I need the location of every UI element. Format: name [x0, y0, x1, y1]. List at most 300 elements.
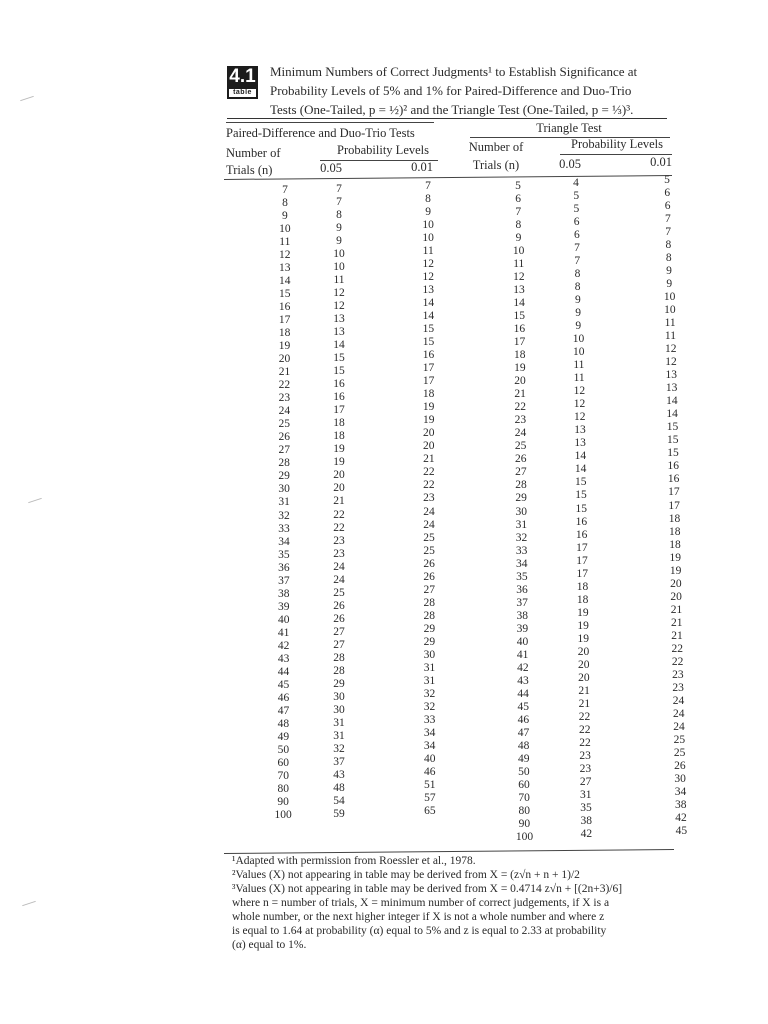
pd-trials-cell: 8	[282, 197, 288, 210]
tri-p01-cell: 24	[673, 720, 685, 733]
pd-p01-cell: 27	[423, 583, 435, 596]
pd-trials-cell: 12	[279, 249, 291, 262]
tri-p05-cell: 12	[573, 411, 586, 424]
tri-p05-cell: 20	[577, 645, 590, 658]
tri-p01-cell: 34	[674, 785, 687, 798]
pd-p05-cell: 43	[333, 768, 345, 781]
tri-p01-cell: 22	[671, 642, 684, 655]
pd-trials-label: Trials (n)	[226, 163, 273, 177]
tri-p05-cell: 5	[573, 190, 580, 203]
pd-p05-cell: 14	[333, 339, 345, 352]
pd-trials-cell: 50	[277, 743, 290, 756]
pd-trials-cell: 36	[278, 561, 290, 574]
table-title-line-2: Probability Levels of 5% and 1% for Paired-Difference and Duo-Trio	[270, 83, 632, 98]
header-bottom-rule	[224, 175, 672, 180]
tri-p05-cell: 7	[574, 255, 581, 268]
pd-p01-cell: 7	[425, 180, 431, 192]
tri-p01-cell: 10	[663, 291, 676, 304]
tri-trials-cell: 100	[515, 831, 534, 843]
scan-speck	[28, 498, 42, 503]
tri-p05-cell: 21	[578, 684, 590, 697]
triangle-group-header: Triangle Test	[536, 121, 602, 135]
tri-p01-cell: 25	[673, 733, 686, 746]
tri-trials-cell: 16	[513, 323, 526, 336]
pd-p05-cell: 31	[333, 729, 345, 742]
pd-p05-cell: 48	[333, 781, 345, 794]
tri-trials-cell: 28	[515, 479, 527, 492]
tri-p01-cell: 13	[665, 382, 678, 395]
pd-trials-cell: 11	[279, 236, 291, 249]
tri-trials-cell: 31	[515, 518, 528, 531]
pd-trials-cell: 80	[277, 782, 289, 795]
tri-p05-cell: 6	[573, 216, 580, 229]
tri-trials-cell: 90	[518, 817, 531, 830]
pd-trials-cell: 33	[278, 522, 290, 535]
pd-p01-cell: 21	[423, 453, 435, 466]
pd-trials-cell: 13	[279, 262, 291, 275]
pd-trials-cell: 38	[278, 587, 290, 600]
footnote-3-line-4: is equal to 1.64 at probability (α) equal to 5% and z is equal to 2.33 at probability	[232, 925, 607, 937]
pd-p01-cell: 32	[423, 700, 436, 713]
pd-p01-label: 0.01	[411, 160, 433, 174]
pd-p01-cell: 19	[422, 401, 435, 414]
pd-p01-cell: 13	[422, 284, 435, 297]
tri-p05-cell: 15	[575, 502, 587, 515]
tri-p01-cell: 20	[670, 577, 682, 590]
tri-p05-cell: 14	[574, 463, 587, 476]
table-bottom-rule	[224, 849, 674, 854]
badge-label: table	[229, 89, 256, 97]
pd-p01-cell: 57	[424, 791, 436, 804]
tri-p05-cell: 22	[579, 736, 591, 749]
pd-p01-cell: 25	[423, 531, 435, 544]
pd-p01-cell: 46	[424, 765, 436, 778]
pd-p01-cell: 19	[422, 414, 435, 427]
table-number-badge	[227, 66, 258, 99]
pd-p05-cell: 24	[333, 560, 345, 573]
tri-p01-cell: 15	[667, 447, 679, 460]
pd-p01-cell: 25	[423, 544, 435, 557]
pd-trials-cell: 29	[278, 470, 290, 483]
pd-p05-cell: 10	[333, 248, 345, 261]
pd-trials-cell: 10	[279, 223, 291, 236]
pd-p05-cell: 22	[333, 521, 345, 534]
tri-p05-cell: 19	[577, 632, 590, 645]
tri-trials-cell: 9	[515, 232, 522, 245]
pd-p01-cell: 40	[423, 752, 436, 765]
tri-p01-cell: 11	[664, 330, 676, 343]
pd-p05-cell: 9	[336, 235, 342, 248]
pd-trials-cell: 9	[282, 210, 288, 223]
pd-p05-cell: 13	[333, 313, 345, 326]
pd-p05-cell: 16	[333, 378, 345, 391]
tri-trials-cell: 11	[513, 258, 525, 271]
pd-p05-cell: 27	[333, 638, 345, 651]
pd-p05-cell: 26	[333, 612, 345, 625]
tri-p05-cell: 8	[574, 281, 581, 294]
tri-trials-label: Trials (n)	[472, 158, 520, 172]
tri-number-of-label: Number of	[468, 140, 524, 154]
pd-p05-cell: 15	[333, 365, 345, 378]
tri-p05-cell: 9	[575, 320, 582, 333]
tri-p01-cell: 18	[669, 538, 681, 551]
tri-trials-cell: 36	[516, 583, 528, 596]
pd-p05-cell: 25	[333, 586, 345, 599]
tri-p05-cell: 35	[580, 801, 592, 814]
pd-p01-cell: 65	[424, 804, 436, 817]
pd-trials-cell: 40	[277, 613, 290, 626]
tri-p01-cell: 13	[665, 369, 678, 382]
tri-p05-cell: 15	[575, 476, 587, 489]
pd-trials-cell: 18	[278, 327, 291, 340]
pd-trials-cell: 42	[277, 639, 290, 652]
tri-p01-cell: 20	[670, 590, 682, 603]
tri-p05-cell: 7	[574, 242, 580, 255]
scan-speck	[20, 96, 34, 101]
pd-p05-cell: 15	[333, 352, 345, 365]
tri-trials-cell: 44	[517, 687, 529, 700]
tri-p01-cell: 10	[664, 304, 676, 317]
tri-p01-cell: 12	[665, 356, 677, 369]
tri-p01-cell: 14	[666, 408, 678, 421]
pd-p01-cell: 11	[422, 245, 434, 258]
pd-number-of-label: Number of	[226, 146, 281, 160]
pd-trials-cell: 27	[278, 444, 290, 457]
tri-p01-cell: 15	[666, 421, 679, 434]
tri-p01-cell: 42	[675, 811, 687, 824]
pd-p01-cell: 29	[423, 622, 436, 635]
pd-p01-cell: 10	[422, 232, 434, 245]
tri-trials-cell: 26	[514, 453, 527, 466]
table-title-line-1: Minimum Numbers of Correct Judgments¹ to Establish Significance at	[270, 64, 638, 79]
pd-p05-cell: 7	[336, 183, 342, 195]
tri-trials-cell: 80	[518, 804, 530, 817]
tri-p05-cell: 19	[577, 606, 589, 619]
tri-p01-cell: 14	[666, 395, 678, 408]
tri-trials-cell: 8	[515, 219, 522, 232]
tri-p01-cell: 11	[664, 317, 676, 330]
pd-p05-cell: 21	[333, 495, 345, 508]
pd-p01-cell: 16	[422, 349, 435, 362]
tri-p05-cell: 22	[578, 723, 591, 736]
pd-trials-cell: 44	[277, 665, 290, 678]
pd-trials-cell: 16	[278, 301, 291, 314]
pd-trials-cell: 17	[278, 314, 291, 327]
tri-trials-cell: 13	[513, 284, 525, 297]
pd-p01-cell: 22	[423, 466, 435, 479]
tri-trials-cell: 12	[513, 271, 525, 284]
tri-p05-cell: 17	[576, 567, 588, 580]
pd-p05-cell: 13	[333, 326, 345, 339]
pd-trials-cell: 24	[278, 405, 291, 418]
pd-trials-cell: 26	[278, 431, 290, 444]
scan-speck	[22, 901, 36, 906]
tri-p01-cell: 7	[665, 226, 672, 239]
tri-p01-cell: 8	[665, 239, 672, 252]
pd-p01-cell: 20	[423, 440, 435, 453]
pd-p01-cell: 26	[423, 570, 435, 583]
tri-p05-cell: 20	[578, 671, 590, 684]
pd-p01-cell: 17	[422, 362, 435, 375]
tri-trials-cell: 70	[518, 791, 530, 804]
tri-p01-cell: 7	[664, 213, 671, 226]
tri-trials-cell: 43	[517, 674, 529, 687]
tri-p05-cell: 9	[575, 307, 581, 320]
pd-trials-cell: 21	[278, 366, 291, 379]
pd-p05-cell: 59	[333, 807, 345, 820]
tri-trials-cell: 38	[516, 609, 529, 622]
tri-trials-cell: 32	[515, 531, 528, 544]
tri-p01-cell: 16	[667, 460, 680, 473]
tri-trials-cell: 34	[516, 557, 528, 570]
tri-p01-cell: 6	[664, 200, 671, 213]
pd-trials-cell: 49	[277, 730, 290, 743]
pd-trials-cell: 100	[274, 808, 292, 821]
tri-trials-cell: 41	[516, 648, 529, 661]
pd-p05-cell: 17	[333, 404, 345, 417]
pd-trials-cell: 31	[278, 496, 290, 509]
pd-p01-cell: 24	[423, 505, 435, 518]
footnote-2: ²Values (X) not appearing in table may be derived from X = (z√n + n + 1)/2	[232, 869, 580, 881]
tri-trials-cell: 45	[517, 700, 529, 713]
pd-p05-cell: 24	[333, 573, 345, 586]
pd-trials-cell: 34	[278, 535, 290, 548]
tri-p05-cell: 18	[576, 593, 589, 606]
pd-trials-cell: 48	[277, 717, 290, 730]
tri-p05-cell: 4	[573, 177, 579, 189]
tri-p01-cell: 45	[675, 825, 688, 837]
pd-p01-cell: 28	[423, 609, 436, 622]
tri-trials-cell: 10	[512, 245, 525, 258]
tri-p01-cell: 24	[672, 694, 685, 707]
tri-p05-cell: 16	[575, 515, 588, 528]
pd-p05-cell: 54	[333, 794, 345, 807]
pd-p05-cell: 18	[333, 430, 345, 443]
pd-p01-cell: 14	[422, 310, 435, 323]
tri-trials-cell: 42	[517, 661, 529, 674]
pd-p01-cell: 30	[423, 648, 436, 661]
tri-trials-cell: 27	[515, 466, 527, 479]
pd-p05-cell: 18	[333, 417, 345, 430]
pd-p01-cell: 23	[423, 492, 435, 505]
tri-p05-cell: 12	[573, 385, 586, 398]
pd-p01-cell: 15	[422, 336, 435, 349]
pd-p01-cell: 18	[422, 388, 435, 401]
pd-p01-cell: 10	[422, 219, 434, 232]
pd-p05-cell: 20	[333, 469, 345, 482]
pd-p05-cell: 29	[333, 677, 345, 690]
pd-p05-cell: 26	[333, 599, 345, 612]
pd-p05-cell: 11	[333, 274, 345, 287]
footnote-3-line-2: where n = number of trials, X = minimum number of correct judgements, if X is a	[232, 897, 610, 909]
pd-trials-cell: 37	[278, 574, 290, 587]
pd-p05-label: 0.05	[320, 161, 342, 175]
tri-p05-cell: 18	[576, 580, 589, 593]
pd-p05-cell: 22	[333, 508, 345, 521]
pd-p05-cell: 7	[336, 196, 342, 209]
paired-group-rule	[226, 122, 434, 123]
footnote-1: ¹Adapted with permission from Roessler et al., 1978.	[232, 855, 476, 867]
pd-p01-cell: 32	[423, 687, 436, 700]
pd-trials-cell: 47	[277, 704, 290, 717]
tri-p05-cell: 21	[578, 697, 591, 710]
pd-p05-cell: 28	[333, 664, 345, 677]
pd-p01-cell: 33	[423, 713, 436, 726]
tri-p05-cell: 17	[576, 541, 588, 554]
tri-p01-cell: 18	[668, 525, 681, 538]
tri-p01-cell: 9	[666, 265, 672, 278]
tri-p05-cell: 17	[576, 554, 588, 567]
tri-p01-label: 0.01	[650, 155, 672, 169]
tri-p05-cell: 10	[572, 333, 585, 346]
tri-trials-cell: 50	[518, 765, 530, 778]
pd-p01-cell: 12	[422, 258, 434, 271]
pd-trials-cell: 20	[278, 353, 291, 366]
tri-p05-cell: 27	[579, 775, 592, 788]
tri-trials-cell: 29	[515, 492, 527, 505]
pd-trials-cell: 28	[278, 457, 290, 470]
pd-p05-cell: 20	[333, 482, 345, 495]
pd-p05-cell: 19	[333, 443, 345, 456]
tri-trials-cell: 18	[513, 349, 526, 362]
tri-p01-cell: 17	[668, 486, 680, 499]
tri-p01-cell: 8	[665, 252, 672, 265]
tri-p01-cell: 16	[667, 473, 680, 486]
pd-p01-cell: 31	[423, 674, 436, 687]
pd-p05-cell: 32	[333, 742, 345, 755]
tri-p05-cell: 14	[574, 450, 587, 463]
tri-p05-cell: 15	[575, 489, 587, 502]
tri-trials-cell: 48	[517, 739, 530, 752]
tri-p05-cell: 8	[574, 268, 581, 281]
pd-trials-cell: 46	[277, 691, 290, 704]
pd-trials-cell: 35	[278, 548, 290, 561]
pd-trials-cell: 45	[277, 678, 290, 691]
pd-p01-cell: 8	[425, 193, 431, 206]
tri-p01-cell: 21	[671, 629, 683, 642]
tri-trials-cell: 33	[515, 544, 528, 557]
tri-p05-cell: 12	[573, 398, 586, 411]
pd-p05-cell: 23	[333, 534, 345, 547]
pd-p05-cell: 31	[333, 716, 345, 729]
tri-trials-cell: 17	[513, 336, 526, 349]
footnote-3-line-3: whole number, or the next higher integer if X is not a whole number and where z	[232, 911, 605, 923]
pd-p01-cell: 34	[423, 726, 436, 739]
tri-trials-cell: 60	[518, 778, 530, 791]
pd-probability-levels-label: Probability Levels	[337, 143, 429, 157]
pd-p05-cell: 30	[333, 703, 345, 716]
tri-trials-cell: 7	[515, 206, 522, 219]
pd-p05-cell: 30	[333, 690, 345, 703]
tri-p01-cell: 25	[673, 746, 686, 759]
tri-p01-cell: 26	[674, 759, 686, 772]
pd-p05-cell: 12	[333, 300, 345, 313]
tri-p05-cell: 11	[573, 359, 585, 372]
tri-p01-cell: 19	[669, 564, 682, 577]
pd-p05-cell: 23	[333, 547, 345, 560]
tri-p01-cell: 23	[672, 681, 684, 694]
tri-trials-cell: 30	[515, 505, 527, 518]
pd-trials-cell: 43	[277, 652, 290, 665]
tri-trials-cell: 40	[516, 635, 529, 648]
pd-p05-cell: 8	[336, 209, 342, 222]
tri-trials-cell: 25	[514, 440, 527, 453]
pd-trials-cell: 7	[282, 184, 288, 196]
pd-trials-cell: 39	[278, 600, 290, 613]
pd-p01-cell: 22	[423, 479, 435, 492]
tri-p05-cell: 31	[580, 788, 592, 801]
pd-p01-cell: 29	[423, 635, 436, 648]
tri-trials-cell: 49	[517, 752, 530, 765]
tri-trials-cell: 21	[514, 388, 526, 401]
tri-p01-cell: 24	[672, 707, 685, 720]
tri-p01-cell: 17	[668, 499, 680, 512]
tri-p01-cell: 6	[664, 187, 671, 200]
pd-p01-cell: 28	[423, 596, 435, 609]
tri-trials-cell: 15	[513, 310, 526, 323]
tri-p01-cell: 12	[664, 343, 677, 356]
tri-trials-cell: 47	[517, 726, 530, 739]
pd-p01-cell: 34	[423, 739, 436, 752]
tri-trials-cell: 6	[515, 193, 521, 206]
pd-trials-cell: 25	[278, 418, 291, 431]
tri-p05-cell: 23	[579, 749, 591, 762]
tri-p01-cell: 5	[664, 174, 670, 186]
pd-p05-cell: 19	[333, 456, 345, 469]
tri-probability-levels-label: Probability Levels	[571, 137, 663, 151]
tri-p05-cell: 9	[574, 294, 581, 307]
pd-p05-cell: 10	[333, 261, 345, 274]
tri-trials-cell: 24	[514, 427, 527, 440]
tri-trials-cell: 14	[513, 297, 525, 310]
tri-p05-cell: 13	[574, 424, 586, 437]
pd-p01-cell: 31	[423, 661, 436, 674]
pd-trials-cell: 90	[277, 795, 289, 808]
pd-trials-cell: 19	[278, 340, 291, 353]
pd-p01-cell: 14	[422, 297, 435, 310]
footnote-3-line-5: (α) equal to 1%.	[232, 939, 307, 951]
pd-trials-cell: 70	[277, 769, 289, 782]
tri-p01-cell: 9	[666, 278, 673, 291]
pd-trials-cell: 23	[278, 392, 291, 405]
tri-trials-cell: 22	[514, 401, 526, 414]
tri-p05-cell: 5	[573, 203, 580, 216]
pd-p05-cell: 27	[333, 625, 345, 638]
pd-p05-cell: 16	[333, 391, 345, 404]
tri-trials-cell: 39	[516, 622, 529, 635]
tri-p05-cell: 10	[572, 346, 585, 359]
pd-p01-cell: 12	[422, 271, 435, 284]
badge-number: 4.1	[229, 66, 256, 87]
tri-p05-cell: 38	[580, 814, 592, 827]
pd-trials-cell: 32	[278, 509, 290, 522]
pd-p05-cell: 9	[336, 222, 342, 235]
tri-p05-cell: 23	[579, 762, 592, 775]
tri-p05-cell: 20	[577, 658, 590, 671]
pd-p01-cell: 15	[422, 323, 435, 336]
pd-p05-cell: 28	[333, 651, 345, 664]
tri-trials-cell: 23	[514, 414, 527, 427]
tri-p01-cell: 18	[668, 512, 681, 525]
pd-trials-cell: 30	[278, 483, 290, 496]
pd-p01-cell: 20	[422, 427, 435, 440]
tri-p01-cell: 19	[669, 551, 682, 564]
pd-p05-cell: 12	[333, 287, 345, 300]
tri-p05-cell: 16	[575, 528, 588, 541]
tri-trials-cell: 5	[515, 180, 521, 192]
tri-p01-cell: 38	[674, 798, 687, 811]
tri-p05-label: 0.05	[559, 157, 581, 171]
